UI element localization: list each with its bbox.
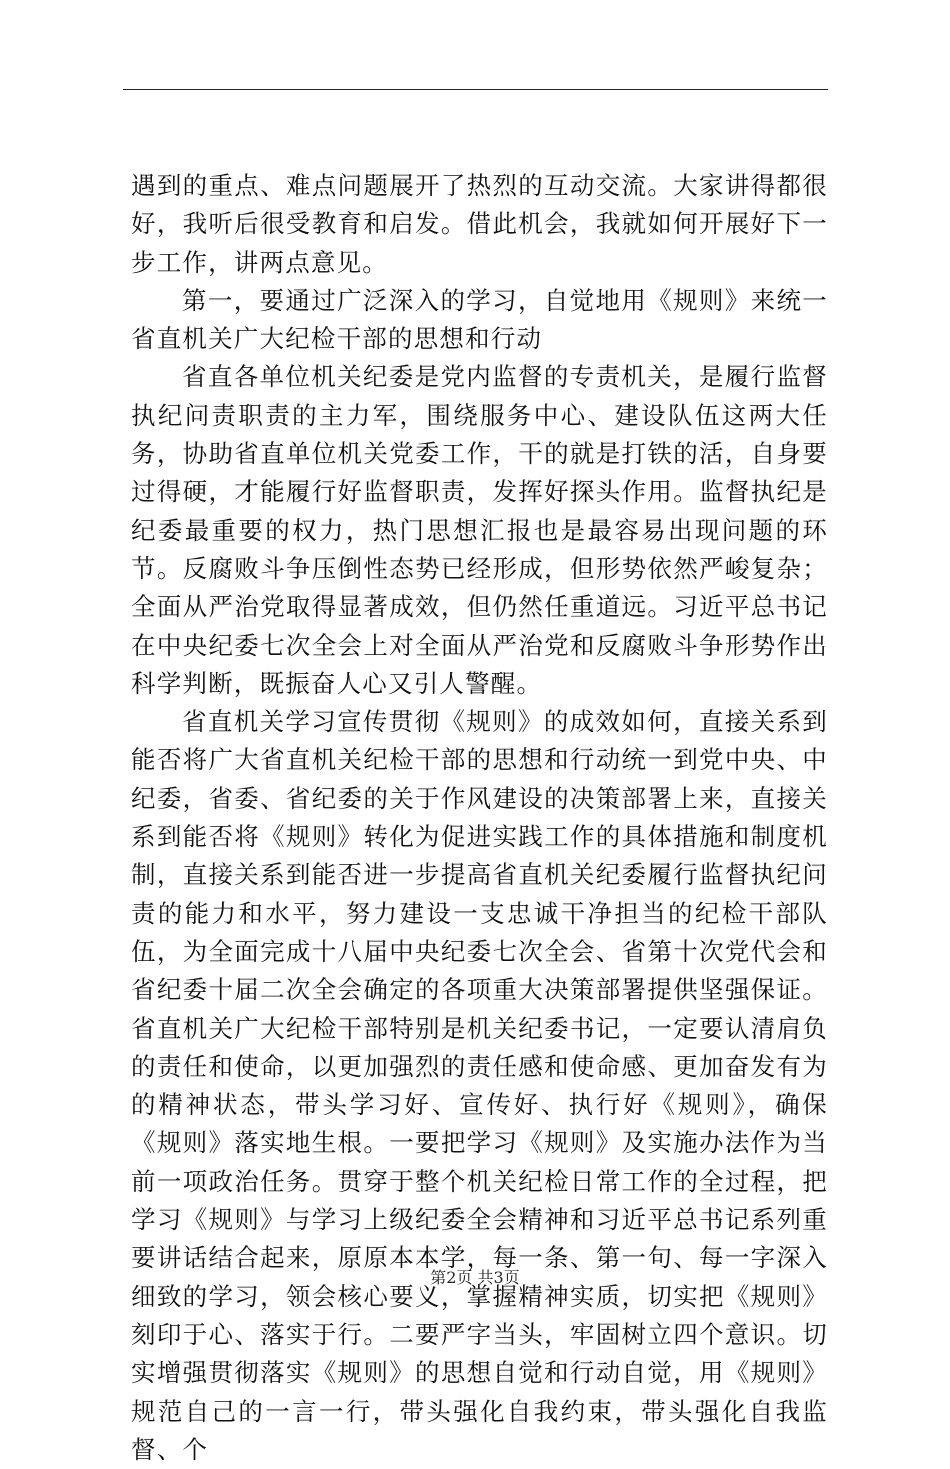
paragraph-continuation: 遇到的重点、难点问题展开了热烈的互动交流。大家讲得都很好，我听后很受教育和启发。借此机会，我就如何开展好下一步工作，讲两点意见。 xyxy=(131,171,828,277)
paragraph-rules-study: 省直机关学习宣传贯彻《规则》的成效如何，直接关系到能否将广大省直机关纪检干部的思想和行动统一到党中央、中纪委，省委、省纪委的关于作风建设的决策部署上来，直接关系到能否将《规则》转化为促进实践工作的具体措施和制度机制，直接关系到能否进一步提高省直机关纪委履行监督执纪问责的能力和水平，努力建设一支忠诚干净担当的纪检干部队伍，为全面完成十八届中央纪委七次全会、省第十次党代会和省纪委十届二次全会确定的各项重大决策部署提供坚强保证。省直机关广大纪检干部特别是机关纪委书记，一定要认清肩负的责任和使命，以更加强烈的责任感和使命感、更加奋发有为的精神状态，带头学习好、宣传好、执行好《规则》，确保《规则》落实地生根。一要把学习《规则》及实施办法作为当前一项政治任务。贯穿于整个机关纪检日常工作的全过程，把学习《规则》与学习上级纪委全会精神和习近平总书记系列重要讲话结合起来，原原本本学，每一条、第一句、每一字深入细致的学习，领会核心要义，掌握精神实质，切实把《规则》刻印于心、落实于行。二要严字当头，牢固树立四个意识。切实增强贯彻落实《规则》的思想自觉和行动自觉，用《规则》规范自己的一言一行，带头强化自我约束，带头强化自我监督、个 xyxy=(131,707,828,1464)
header-rule xyxy=(123,89,828,90)
paragraph-discipline-commission: 省直各单位机关纪委是党内监督的专责机关，是履行监督执纪问责职责的主力军，围绕服务中心、建设队伍这两大任务，协助省直单位机关党委工作，干的就是打铁的活，自身要过得硬，才能履行好监督职责，发挥好探头作用。监督执纪是纪委最重要的权力，热门思想汇报也是最容易出现问题的环节。反腐败斗争压倒性态势已经形成，但形势依然严峻复杂；全面从严治党取得显著成效，但仍然任重道远。习近平总书记在中央纪委七次全会上对全面从严治党和反腐败斗争形势作出科学判断，既振奋人心又引人警醒。 xyxy=(131,362,828,698)
page-footer: 第2页 共3页 xyxy=(430,1268,520,1287)
section-heading-first: 第一，要通过广泛深入的学习，自觉地用《规则》来统一省直机关广大纪检干部的思想和行动 xyxy=(131,285,828,354)
